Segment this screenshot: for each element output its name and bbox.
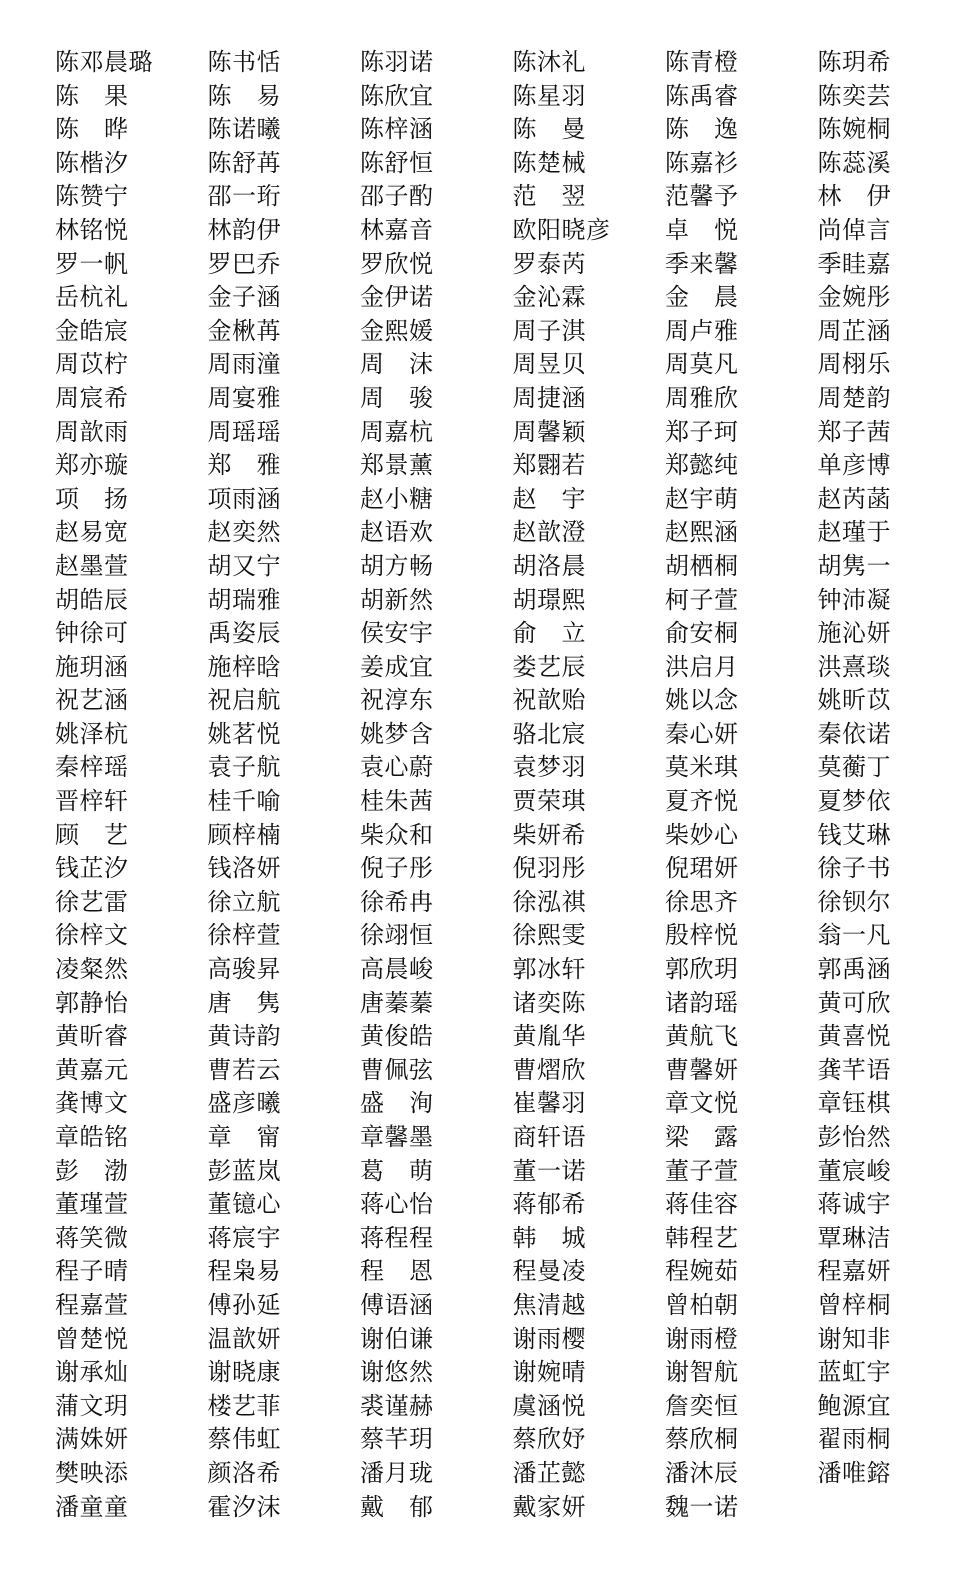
name-cell: 黄诗韵 xyxy=(207,1022,281,1051)
name-cell: 韩 城 xyxy=(512,1223,586,1252)
name-cell: 程枭易 xyxy=(207,1257,281,1286)
name-cell: 曾楚悦 xyxy=(55,1324,129,1353)
name-cell: 谢雨樱 xyxy=(512,1324,586,1353)
name-cell: 董镱心 xyxy=(207,1190,281,1219)
name-cell: 赵奕然 xyxy=(207,518,281,547)
name-cell: 韩程艺 xyxy=(665,1223,739,1252)
name-cell: 尚倬言 xyxy=(817,215,891,244)
name-cell: 胡栖桐 xyxy=(665,551,739,580)
name-cell: 陈 果 xyxy=(55,81,129,110)
name-cell: 柴妙心 xyxy=(665,820,739,849)
name-cell: 赵易宽 xyxy=(55,518,129,547)
name-cell: 章皓铭 xyxy=(55,1123,129,1151)
name-cell: 黄可欣 xyxy=(817,988,891,1017)
name-cell: 潘芷懿 xyxy=(512,1458,586,1487)
name-cell: 倪羽彤 xyxy=(512,854,586,883)
name-cell: 高骏昇 xyxy=(207,955,281,984)
name-cell: 满姝妍 xyxy=(55,1425,129,1454)
name-cell: 钟徐可 xyxy=(55,619,129,648)
name-cell: 胡洛晨 xyxy=(512,551,586,580)
name-cell: 谢承灿 xyxy=(55,1358,129,1387)
name-cell: 钱洛妍 xyxy=(207,854,281,883)
name-cell: 胡又宁 xyxy=(207,551,281,580)
name-cell: 鲍源宜 xyxy=(817,1391,891,1420)
name-cell: 胡皓辰 xyxy=(55,585,129,614)
name-cell: 盛彦曦 xyxy=(207,1089,281,1118)
name-cell: 顾 艺 xyxy=(55,820,129,849)
name-cell: 章文悦 xyxy=(665,1089,739,1118)
name-cell: 葛 萌 xyxy=(360,1156,434,1185)
name-cell: 林 伊 xyxy=(817,182,891,211)
name-cell: 陈青橙 xyxy=(665,48,739,76)
name-cell: 晋梓轩 xyxy=(55,787,129,816)
name-cell: 殷梓悦 xyxy=(665,921,739,950)
name-cell: 谢伯谦 xyxy=(360,1324,434,1353)
name-cell: 胡方畅 xyxy=(360,551,434,580)
name-cell: 徐梓文 xyxy=(55,921,129,950)
name-cell: 夏齐悦 xyxy=(665,787,739,816)
name-cell: 蒋笑微 xyxy=(55,1223,129,1252)
name-cell: 楼艺菲 xyxy=(207,1391,281,1420)
name-cell: 陈 易 xyxy=(207,81,281,110)
name-cell: 蔡欣桐 xyxy=(665,1425,739,1454)
name-cell: 郭静怡 xyxy=(55,988,129,1017)
name-cell: 程嘉萱 xyxy=(55,1290,129,1319)
name-cell: 陈羽诺 xyxy=(360,48,434,76)
name-cell: 郑景薰 xyxy=(360,451,434,480)
name-cell: 陈奕芸 xyxy=(817,81,891,110)
name-cell: 岳杭礼 xyxy=(55,283,129,312)
name-cell: 潘唯鎔 xyxy=(817,1458,891,1487)
name-cell: 金楸苒 xyxy=(207,316,281,345)
name-cell: 施梓晗 xyxy=(207,652,281,681)
name-cell: 裘谨赫 xyxy=(360,1391,434,1420)
name-cell: 程 恩 xyxy=(360,1257,434,1286)
name-cell: 周嘉杭 xyxy=(360,417,434,446)
name-cell: 徐泓祺 xyxy=(512,887,586,916)
name-cell: 罗巴乔 xyxy=(207,249,281,278)
name-cell: 夏梦依 xyxy=(817,787,891,816)
name-cell: 倪子彤 xyxy=(360,854,434,883)
name-cell: 范 翌 xyxy=(512,182,586,211)
name-cell: 金伊诺 xyxy=(360,283,434,312)
name-cell: 章钰棋 xyxy=(817,1089,891,1118)
name-cell: 颜洛希 xyxy=(207,1458,281,1487)
name-cell: 祝淳东 xyxy=(360,686,434,715)
name-cell: 施玥涵 xyxy=(55,652,129,681)
name-cell: 郑子茜 xyxy=(817,417,891,446)
name-cell: 徐熙雯 xyxy=(512,921,586,950)
name-cell: 蒋宸宇 xyxy=(207,1223,281,1252)
name-cell: 蔡欣妤 xyxy=(512,1425,586,1454)
name-cell: 贾荣琪 xyxy=(512,787,586,816)
name-cell: 章馨墨 xyxy=(360,1123,434,1151)
name-cell: 郑 雅 xyxy=(207,451,281,480)
name-cell: 蒋诚宇 xyxy=(817,1190,891,1219)
name-cell: 蒋程程 xyxy=(360,1223,434,1252)
name-cell: 顾梓楠 xyxy=(207,820,281,849)
name-cell: 高晨峻 xyxy=(360,955,434,984)
name-cell: 唐 隽 xyxy=(207,988,281,1017)
name-cell: 黄喜悦 xyxy=(817,1022,891,1051)
name-cell: 侯安宇 xyxy=(360,619,434,648)
name-cell: 谢雨橙 xyxy=(665,1324,739,1353)
name-cell: 金沁霖 xyxy=(512,283,586,312)
name-cell: 姚昕苡 xyxy=(817,686,891,715)
name-cell: 曹熠欣 xyxy=(512,1055,586,1084)
name-cell: 章 甯 xyxy=(207,1123,281,1151)
name-cell: 罗泰芮 xyxy=(512,249,586,278)
name-cell: 陈嘉衫 xyxy=(665,148,739,177)
name-cell: 施沁妍 xyxy=(817,619,891,648)
name-cell: 陈舒苒 xyxy=(207,148,281,177)
name-cell: 戴 郁 xyxy=(360,1492,434,1521)
name-cell: 金皓宸 xyxy=(55,316,129,345)
name-cell: 袁子航 xyxy=(207,753,281,782)
name-cell: 郭冰轩 xyxy=(512,955,586,984)
name-cell: 徐希冉 xyxy=(360,887,434,916)
name-cell: 周子淇 xyxy=(512,316,586,345)
name-cell: 金熙媛 xyxy=(360,316,434,345)
name-cell: 赵瑾于 xyxy=(817,518,891,547)
name-cell: 赵墨萱 xyxy=(55,551,129,580)
name-cell: 周 骏 xyxy=(360,383,434,412)
name-cell: 曾梓桐 xyxy=(817,1290,891,1319)
name-cell: 姚梦含 xyxy=(360,719,434,748)
name-cell: 程婉茹 xyxy=(665,1257,739,1286)
name-cell: 陈楚械 xyxy=(512,148,586,177)
name-cell: 陈星羽 xyxy=(512,81,586,110)
name-cell: 诸奕陈 xyxy=(512,988,586,1017)
name-cell: 祝启航 xyxy=(207,686,281,715)
name-cell: 徐梓萱 xyxy=(207,921,281,950)
name-cell: 姚茗悦 xyxy=(207,719,281,748)
name-cell: 周栩乐 xyxy=(817,350,891,379)
name-cell: 蓝虹宇 xyxy=(817,1358,891,1387)
name-cell: 赵芮菡 xyxy=(817,484,891,513)
name-cell: 唐蓁蓁 xyxy=(360,988,434,1017)
name-cell: 蒋佳容 xyxy=(665,1190,739,1219)
name-cell: 蒋郁希 xyxy=(512,1190,586,1219)
name-cell: 骆北宸 xyxy=(512,719,586,748)
name-cell: 莫米琪 xyxy=(665,753,739,782)
name-cell: 俞 立 xyxy=(512,619,586,648)
name-cell: 周苡柠 xyxy=(55,350,129,379)
name-cell: 商轩语 xyxy=(512,1123,586,1151)
name-cell: 潘沐辰 xyxy=(665,1458,739,1487)
name-cell: 周雨潼 xyxy=(207,350,281,379)
name-cell: 陈玥希 xyxy=(817,48,891,76)
name-cell: 钟沛凝 xyxy=(817,585,891,614)
name-cell: 徐翊恒 xyxy=(360,921,434,950)
name-cell: 周莫凡 xyxy=(665,350,739,379)
name-cell: 谢知非 xyxy=(817,1324,891,1353)
name-cell: 胡瑞雅 xyxy=(207,585,281,614)
name-cell: 桂朱茜 xyxy=(360,787,434,816)
name-cell: 陈沐礼 xyxy=(512,48,586,76)
name-cell: 翟雨桐 xyxy=(817,1425,891,1454)
name-cell: 傅语涵 xyxy=(360,1290,434,1319)
name-cell: 洪熹琰 xyxy=(817,652,891,681)
name-cell: 罗一帆 xyxy=(55,249,129,278)
name-cell: 周瑶瑶 xyxy=(207,417,281,446)
name-cell: 倪珺妍 xyxy=(665,854,739,883)
name-cell: 曹若云 xyxy=(207,1055,281,1084)
name-cell: 周芷涵 xyxy=(817,316,891,345)
name-list-grid xyxy=(55,46,955,1524)
name-cell: 项雨涵 xyxy=(207,484,281,513)
name-cell: 赵小糖 xyxy=(360,484,434,513)
name-cell: 魏一诺 xyxy=(665,1492,739,1521)
name-cell: 戴家妍 xyxy=(512,1492,586,1521)
name-cell: 胡隽一 xyxy=(817,551,891,580)
name-cell: 焦清越 xyxy=(512,1290,586,1319)
name-cell: 徐艺雷 xyxy=(55,887,129,916)
name-cell: 黄昕睿 xyxy=(55,1022,129,1051)
name-cell: 陈 曼 xyxy=(512,115,586,144)
name-cell: 邵一珩 xyxy=(207,182,281,211)
name-cell: 谢婉晴 xyxy=(512,1358,586,1387)
name-cell: 谢晓康 xyxy=(207,1358,281,1387)
name-cell: 项 扬 xyxy=(55,484,129,513)
name-cell: 秦依诺 xyxy=(817,719,891,748)
name-cell: 陈赞宁 xyxy=(55,182,129,211)
name-cell: 钱艾琳 xyxy=(817,820,891,849)
name-cell: 詹奕恒 xyxy=(665,1391,739,1420)
name-cell: 蔡伟虹 xyxy=(207,1425,281,1454)
name-cell: 郑懿纯 xyxy=(665,451,739,480)
name-cell: 陈诺曦 xyxy=(207,115,281,144)
name-cell: 陈 逸 xyxy=(665,115,739,144)
name-cell: 郑子珂 xyxy=(665,417,739,446)
name-cell: 金 晨 xyxy=(665,283,739,312)
name-cell: 程嘉妍 xyxy=(817,1257,891,1286)
name-cell: 徐钡尔 xyxy=(817,887,891,916)
name-cell: 潘童童 xyxy=(55,1492,129,1521)
name-cell: 姚泽杭 xyxy=(55,719,129,748)
name-cell: 霍汐沫 xyxy=(207,1492,281,1521)
name-cell: 龚芊语 xyxy=(817,1055,891,1084)
name-cell: 董一诺 xyxy=(512,1156,586,1185)
name-cell: 董宸峻 xyxy=(817,1156,891,1185)
name-cell: 周馨颖 xyxy=(512,417,586,446)
name-cell: 柯子萱 xyxy=(665,585,739,614)
name-cell: 周捷涵 xyxy=(512,383,586,412)
name-cell: 罗欣悦 xyxy=(360,249,434,278)
name-cell: 徐思齐 xyxy=(665,887,739,916)
name-cell: 周 沫 xyxy=(360,350,434,379)
name-cell: 董子萱 xyxy=(665,1156,739,1185)
name-cell: 范馨予 xyxy=(665,182,739,211)
name-cell: 陈欣宜 xyxy=(360,81,434,110)
name-cell: 崔馨羽 xyxy=(512,1089,586,1118)
name-cell: 黄航飞 xyxy=(665,1022,739,1051)
name-cell: 秦心妍 xyxy=(665,719,739,748)
name-cell: 董瑾萱 xyxy=(55,1190,129,1219)
name-cell: 陈书恬 xyxy=(207,48,281,76)
name-cell: 黄胤华 xyxy=(512,1022,586,1051)
name-cell: 曹佩弦 xyxy=(360,1055,434,1084)
name-cell: 盛 洵 xyxy=(360,1089,434,1118)
name-cell: 陈蕊溪 xyxy=(817,148,891,177)
name-cell: 桂千喻 xyxy=(207,787,281,816)
name-cell: 彭怡然 xyxy=(817,1123,891,1151)
name-cell: 秦梓瑶 xyxy=(55,753,129,782)
name-cell: 黄嘉元 xyxy=(55,1055,129,1084)
name-cell: 程曼凌 xyxy=(512,1257,586,1286)
name-cell: 彭蓝岚 xyxy=(207,1156,281,1185)
name-cell: 翁一凡 xyxy=(817,921,891,950)
name-cell: 谢智航 xyxy=(665,1358,739,1387)
name-cell: 郭欣玥 xyxy=(665,955,739,984)
name-cell: 卓 悦 xyxy=(665,215,739,244)
name-cell: 周楚韵 xyxy=(817,383,891,412)
name-cell: 陈舒恒 xyxy=(360,148,434,177)
name-cell: 谢悠然 xyxy=(360,1358,434,1387)
name-cell: 金子涵 xyxy=(207,283,281,312)
name-cell: 金婉彤 xyxy=(817,283,891,312)
name-cell: 祝歆贻 xyxy=(512,686,586,715)
name-cell: 周宸希 xyxy=(55,383,129,412)
name-cell: 胡新然 xyxy=(360,585,434,614)
name-cell: 俞安桐 xyxy=(665,619,739,648)
name-cell: 徐立航 xyxy=(207,887,281,916)
name-cell: 曹馨妍 xyxy=(665,1055,739,1084)
name-cell: 邵子酌 xyxy=(360,182,434,211)
name-cell: 傅孙延 xyxy=(207,1290,281,1319)
name-cell: 莫蘅丁 xyxy=(817,753,891,782)
name-cell: 郭禹涵 xyxy=(817,955,891,984)
name-cell: 陈 晔 xyxy=(55,115,129,144)
name-cell: 陈楷汐 xyxy=(55,148,129,177)
name-cell: 周雅欣 xyxy=(665,383,739,412)
name-cell: 季眭嘉 xyxy=(817,249,891,278)
name-cell: 姜成宜 xyxy=(360,652,434,681)
name-cell: 温歆妍 xyxy=(207,1324,281,1353)
name-cell: 林韵伊 xyxy=(207,215,281,244)
name-cell: 洪启月 xyxy=(665,652,739,681)
name-cell: 诸韵瑶 xyxy=(665,988,739,1017)
name-cell: 周歆雨 xyxy=(55,417,129,446)
name-cell: 凌粲然 xyxy=(55,955,129,984)
name-cell: 姚以念 xyxy=(665,686,739,715)
name-cell: 虞涵悦 xyxy=(512,1391,586,1420)
name-cell: 袁梦羽 xyxy=(512,753,586,782)
name-cell: 樊映添 xyxy=(55,1458,129,1487)
name-cell: 陈邓晨璐 xyxy=(55,48,153,76)
name-cell: 赵 宇 xyxy=(512,484,586,513)
name-cell: 林嘉音 xyxy=(360,215,434,244)
name-cell: 陈梓涵 xyxy=(360,115,434,144)
name-cell: 蒲文玥 xyxy=(55,1391,129,1420)
name-cell: 曾柏朝 xyxy=(665,1290,739,1319)
name-cell: 钱芷汐 xyxy=(55,854,129,883)
name-cell: 赵熙涵 xyxy=(665,518,739,547)
name-cell: 祝艺涵 xyxy=(55,686,129,715)
name-cell: 娄艺辰 xyxy=(512,652,586,681)
name-cell: 赵歆澄 xyxy=(512,518,586,547)
name-cell: 赵宇萌 xyxy=(665,484,739,513)
name-cell: 蒋心怡 xyxy=(360,1190,434,1219)
name-cell xyxy=(818,1491,959,1525)
name-cell: 单彦博 xyxy=(817,451,891,480)
name-cell: 梁 露 xyxy=(665,1123,739,1151)
name-cell: 陈禹睿 xyxy=(665,81,739,110)
name-cell: 禹姿辰 xyxy=(207,619,281,648)
name-cell: 郑亦璇 xyxy=(55,451,129,480)
name-cell: 欧阳晓彦 xyxy=(512,215,611,244)
name-cell: 陈婉桐 xyxy=(817,115,891,144)
name-cell: 蔡芊玥 xyxy=(360,1425,434,1454)
name-cell: 龚博文 xyxy=(55,1089,129,1118)
name-cell: 林铭悦 xyxy=(55,215,129,244)
name-cell: 程子晴 xyxy=(55,1257,129,1286)
name-cell: 黄俊皓 xyxy=(360,1022,434,1051)
name-cell: 彭 渤 xyxy=(55,1156,129,1185)
name-cell: 潘月珑 xyxy=(360,1458,434,1487)
name-cell: 柴妍希 xyxy=(512,820,586,849)
name-cell: 覃琳洁 xyxy=(817,1223,891,1252)
name-cell: 周昱贝 xyxy=(512,350,586,379)
name-cell: 胡璟熙 xyxy=(512,585,586,614)
name-cell: 徐子书 xyxy=(817,854,891,883)
name-cell: 周宴雅 xyxy=(207,383,281,412)
name-cell: 周卢雅 xyxy=(665,316,739,345)
name-cell: 赵语欢 xyxy=(360,518,434,547)
name-cell: 袁心蔚 xyxy=(360,753,434,782)
name-cell: 柴众和 xyxy=(360,820,434,849)
name-cell: 季来馨 xyxy=(665,249,739,278)
name-cell: 郑翾若 xyxy=(512,451,586,480)
